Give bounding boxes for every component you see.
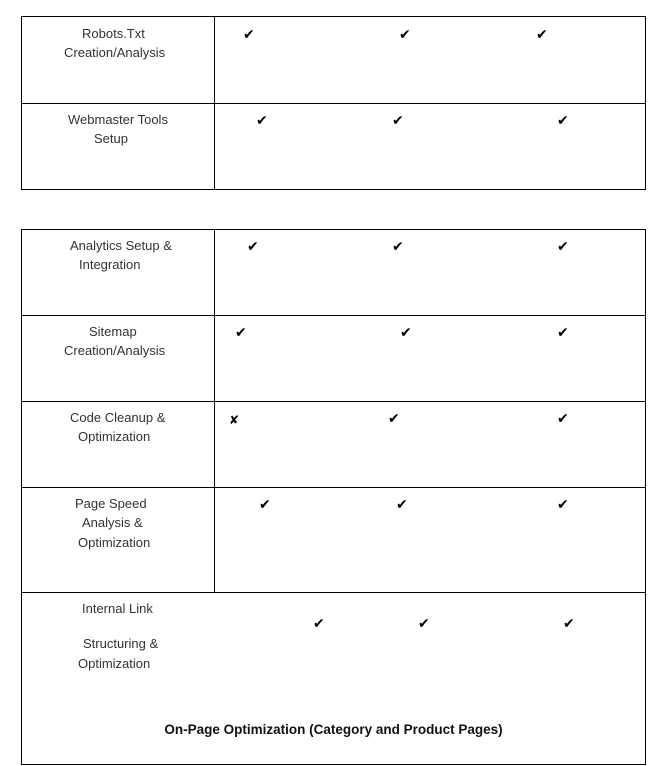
check-icon: ✔ xyxy=(259,497,271,513)
feature-label-line: Page Speed xyxy=(75,496,147,511)
feature-label-line: Structuring & xyxy=(83,636,159,651)
check-icon: ✔ xyxy=(563,616,575,632)
check-icon: ✔ xyxy=(235,325,247,341)
check-icon: ✔ xyxy=(396,497,408,513)
feature-label-line: Optimization xyxy=(78,656,151,671)
feature-label-line: Integration xyxy=(79,257,141,272)
check-icon: ✔ xyxy=(243,27,255,43)
seo-features-table-2 xyxy=(21,229,646,765)
check-icon: ✔ xyxy=(557,497,569,513)
feature-label xyxy=(22,316,215,401)
feature-label xyxy=(22,230,215,315)
feature-label-line: Webmaster Tools xyxy=(68,112,168,127)
feature-label-line: Creation/Analysis xyxy=(64,343,166,358)
feature-label-line: Setup xyxy=(94,131,128,146)
seo-features-table-1 xyxy=(21,16,646,190)
check-icon: ✔ xyxy=(256,113,268,129)
check-icon: ✔ xyxy=(247,239,259,255)
cross-icon: ✘ xyxy=(229,413,240,427)
check-icon: ✔ xyxy=(418,616,430,632)
feature-label-line: Optimization xyxy=(78,535,151,550)
feature-label-line: Code Cleanup & xyxy=(70,410,166,425)
check-icon: ✔ xyxy=(557,325,569,341)
feature-label xyxy=(22,104,215,189)
check-icon: ✔ xyxy=(399,27,411,43)
feature-label-line: Optimization xyxy=(78,429,151,444)
feature-label xyxy=(22,488,215,592)
table-row xyxy=(22,316,645,402)
check-icon: ✔ xyxy=(400,325,412,341)
check-icon: ✔ xyxy=(392,113,404,129)
table-row xyxy=(22,488,645,593)
section-caption: On-Page Optimization (Category and Product Pages) xyxy=(164,722,503,737)
table-row xyxy=(22,230,645,316)
check-icon: ✔ xyxy=(557,113,569,129)
feature-label-line: Internal Link xyxy=(82,601,153,616)
check-icon: ✔ xyxy=(388,411,400,427)
table-row xyxy=(22,593,645,764)
feature-label-line: Creation/Analysis xyxy=(64,45,166,60)
feature-label xyxy=(22,402,215,487)
feature-label xyxy=(22,17,215,103)
feature-label-line: Analysis & xyxy=(82,515,143,530)
table-row xyxy=(22,104,645,189)
feature-label-line: Analytics Setup & xyxy=(70,238,172,253)
check-icon: ✔ xyxy=(392,239,404,255)
check-icon: ✔ xyxy=(313,616,325,632)
check-icon: ✔ xyxy=(557,411,569,427)
check-icon: ✔ xyxy=(557,239,569,255)
table-row xyxy=(22,402,645,488)
table-row xyxy=(22,17,645,104)
feature-label-line: Sitemap xyxy=(89,324,137,339)
check-icon: ✔ xyxy=(536,27,548,43)
feature-label-line: Robots.Txt xyxy=(82,26,145,41)
